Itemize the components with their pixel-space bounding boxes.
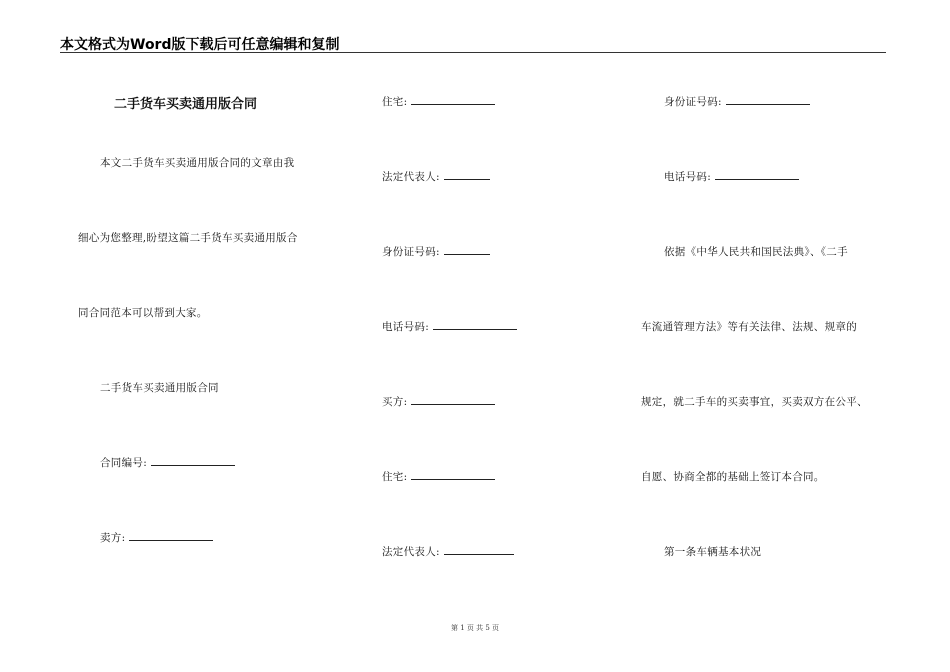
blank-line (444, 169, 490, 180)
field-label: 合同编号: (100, 457, 148, 469)
field-label: 住宅: (382, 96, 408, 108)
blank-line (129, 530, 213, 541)
blank-line (444, 544, 514, 555)
page-header (60, 32, 886, 53)
field-phone (382, 319, 517, 334)
field-address (382, 469, 495, 484)
header-title: 本文格式为Word版下载后可任意编辑和复制 (60, 37, 340, 53)
text-line: 自愿、协商全都的基础上签订本合同。 (641, 471, 825, 483)
blank-line (726, 94, 810, 105)
field-label: 卖方: (100, 532, 126, 544)
page-number: 第 1 页 共 5 页 (450, 624, 500, 632)
blank-line (411, 94, 495, 105)
field-label: 法定代表人: (382, 546, 440, 558)
field-phone (664, 169, 799, 184)
field-seller (100, 530, 213, 545)
field-label: 买方: (382, 396, 408, 408)
blank-line (444, 244, 490, 255)
field-label: 电话号码: (664, 171, 712, 183)
text-line: 二手货车买卖通用版合同 (100, 382, 219, 394)
text-line: 车流通管理方法》等有关法律、法规、规章的 (641, 321, 857, 333)
text-line: 细心为您整理,盼望这篇二手货车买卖通用版合 (78, 232, 298, 244)
section-heading: 第一条车辆基本状况 (664, 546, 762, 558)
field-label: 住宅: (382, 471, 408, 483)
text-line: 本文二手货车买卖通用版合同的文章由我 (100, 157, 295, 169)
field-legal-rep (382, 544, 514, 559)
field-legal-rep (382, 169, 490, 184)
text-line: 同合同范本可以帮到大家。 (78, 307, 208, 319)
field-contract-number (100, 455, 235, 470)
field-label: 身份证号码: (382, 246, 440, 258)
document-title: 二手货车买卖通用版合同 (114, 97, 258, 112)
field-id-number (664, 94, 810, 109)
blank-line (411, 394, 495, 405)
field-id-number (382, 244, 490, 259)
field-label: 法定代表人: (382, 171, 440, 183)
text-line: 依据《中华人民共和国民法典》、《二手 (664, 246, 848, 258)
field-label: 电话号码: (382, 321, 430, 333)
blank-line (715, 169, 799, 180)
blank-line (411, 469, 495, 480)
text-line: 规定，就二手车的买卖事宜，买卖双方在公平、 (641, 396, 868, 408)
blank-line (433, 319, 517, 330)
field-address (382, 94, 495, 109)
blank-line (151, 455, 235, 466)
field-label: 身份证号码: (664, 96, 722, 108)
field-buyer (382, 394, 495, 409)
